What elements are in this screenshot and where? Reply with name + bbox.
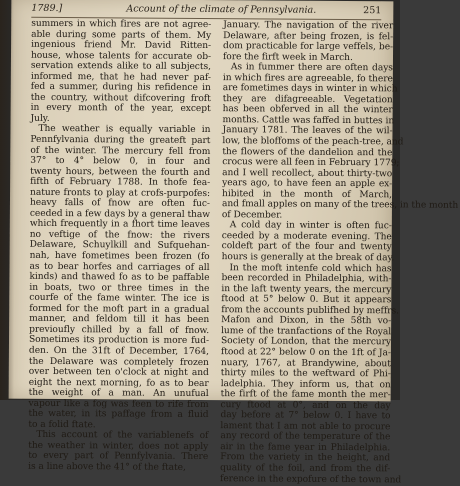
text-line: able during some parts of them. My: [31, 29, 212, 41]
text-line: ladelphia. They inform us, that on: [220, 378, 391, 390]
text-line: nuary, 1767, at Brandywine, about: [220, 357, 391, 369]
text-line: lume of the tranfactions of the Royal: [221, 326, 392, 338]
text-line: any record of the temperature of the: [220, 431, 391, 443]
text-line: to a folid ftate.: [28, 419, 96, 431]
running-title: Account of the climate of Pennsylvania.: [126, 3, 317, 16]
text-line: ftood at 5° below 0. But it appears: [221, 294, 392, 306]
text-line: This account of the variablenefs of: [36, 430, 209, 442]
text-line: nah, have fometimes been frozen (fo: [29, 250, 210, 263]
text-line: heavy falls of fnow are often fuc-: [29, 198, 211, 210]
text-line: the flowers of the dandelion and the: [222, 146, 393, 158]
text-line: summers in which fires are not agree-: [31, 18, 212, 31]
text-line: January. The navigation of the river: [223, 20, 394, 32]
text-line: ingenious friend Mr. David Ritten-: [31, 39, 212, 52]
page-number: 251: [363, 5, 382, 17]
text-line: Sometimes its production is more fud-: [28, 335, 210, 347]
text-line: Delaware, Schuylkill and Sufquehan-: [29, 240, 210, 252]
book-page: [9, 0, 459, 485]
text-line: cury ftood at 0°, and on the day: [220, 399, 391, 412]
text-line: ftood at 22° below 0 on the 1ft of Ja-: [220, 347, 391, 359]
text-line: the weather in winter, does not apply: [28, 440, 209, 452]
text-line: Pennfylvania during the greateft part: [30, 134, 211, 147]
text-line: in every month of the year, except: [30, 103, 211, 115]
text-line: the country, without difcovering froft: [30, 92, 211, 104]
text-line: to every part of Pennfylvania. There: [28, 451, 209, 463]
text-line: eight the next morning, fo as to bear: [28, 377, 209, 389]
text-line: previoufly chilled by a fall of fnow.: [29, 324, 210, 336]
text-line: the firft of the fame month the mer-: [220, 389, 391, 401]
text-line: kinds) and thawed fo as to be paffable: [29, 271, 210, 284]
page-date: 1789.]: [31, 2, 63, 15]
text-line: nature fronts to play at crofs-purpofes:: [30, 187, 211, 199]
text-line: vapour like a fog was feen to rife from: [28, 398, 209, 410]
text-line: are fometimes days in winter in which: [222, 83, 398, 95]
text-line: ference in the expofure of the town and: [220, 473, 402, 485]
text-line: the Delaware was completely frozen: [28, 356, 209, 368]
text-line: Mafon and Dixon, in the 58th vo-: [221, 315, 392, 327]
text-line: hours is generally at the break of day.: [221, 252, 395, 264]
text-line: A cold day in winter is often fuc-: [229, 220, 392, 232]
text-line: fed a summer, during his refidence in: [30, 82, 211, 94]
text-line: been recorded in Philadelphia, with-: [221, 273, 392, 285]
text-line: Delaware, after being frozen, is fel-: [223, 30, 394, 42]
text-line: as to bear horfes and carriages of all: [29, 261, 210, 273]
text-line: of December.: [221, 209, 283, 221]
text-line: coldeft part of the four and twenty: [221, 241, 392, 253]
text-line: January 1781. The leaves of the wil-: [222, 125, 393, 137]
text-line: formed for the moft part in a gradual: [29, 303, 210, 315]
text-line: and I well recollect, about thirty-two: [222, 167, 393, 179]
text-line: In the moft intenfe cold which has: [229, 262, 392, 274]
text-line: courfe of the fame winter. The ice is: [29, 293, 210, 305]
text-line: As in fummer there are often days: [230, 62, 393, 74]
text-line: air in the fame year in Philadelphia.: [220, 442, 391, 454]
text-line: is a line above the 41° of the ftate,: [28, 461, 186, 473]
text-line: the water, in its paffage from a fluid: [28, 409, 209, 421]
text-line: months. Cattle was faffed in buttes in: [222, 115, 395, 127]
text-line: quality of the foil, and from the dif-: [220, 463, 391, 475]
text-line: hibited in the month of March,: [222, 188, 393, 201]
text-line: over between ten o'clock at night and: [28, 366, 209, 379]
text-line: lament that I am not able to procure: [220, 420, 391, 433]
text-line: has been obferved in all the winter: [222, 104, 393, 116]
text-line: which frequently in a fhort time leaves: [29, 219, 210, 231]
text-line: in boats, two or three times in the: [29, 282, 210, 294]
text-line: no veftige of the fnow: the rivers: [29, 229, 210, 241]
text-line: and fmall apples on many of the trees, in the month: [221, 199, 459, 212]
text-line: crocus were all feen in February 1779;: [222, 157, 400, 169]
text-line: from the accounts publifhed by meffrs.: [221, 304, 399, 317]
text-line: house, whose talents for accurate ob-: [30, 50, 212, 62]
text-line: dom practicable for large veffels, be-: [223, 41, 394, 53]
text-line: years ago, to have feen an apple ex-: [222, 178, 393, 190]
text-line: den. On the 31ft of December, 1764,: [28, 345, 209, 358]
text-line: ceeded by a moderate evening. The: [221, 231, 392, 243]
text-line: of the winter. The mercury fell from: [30, 145, 211, 157]
right-text-column: [220, 20, 459, 485]
text-line: in the laft twenty years, the mercury: [221, 283, 392, 296]
text-line: manner, and feldom till it has been: [29, 314, 210, 326]
text-line: From the variety in the height, and: [220, 452, 391, 464]
text-line: thirty miles to the weftward of Phi-: [220, 368, 391, 380]
text-line: day before at 7° below 0. I have to: [220, 410, 391, 422]
text-line: servation extends alike to all subjects,: [30, 60, 211, 73]
text-line: 37° to 4° below 0, in four and: [30, 155, 211, 168]
text-line: in which fires are agreeable, fo there: [222, 72, 393, 85]
text-line: twenty hours, between the fourth and: [30, 166, 211, 178]
text-line: Society of London, that the mercury: [220, 336, 392, 348]
text-line: The weather is equally variable in: [38, 124, 211, 136]
text-line: fore the firft week in March.: [222, 51, 353, 63]
text-line: the weight of a man. An unufual: [28, 387, 209, 400]
gutter-shadow: [0, 0, 14, 400]
text-line: fifth of February 1788. In thofe fea-: [30, 177, 211, 189]
running-header: [31, 1, 381, 20]
text-line: July.: [30, 113, 50, 124]
text-line: they are difagreeable. Vegetation: [222, 93, 393, 106]
text-line: informed me, that he had never paf-: [30, 71, 211, 83]
text-line: ceeded in a few days by a general thaw: [29, 208, 211, 220]
left-text-column: [28, 19, 211, 474]
text-line: low, the bloffoms of the peach-tree, and: [222, 136, 404, 148]
